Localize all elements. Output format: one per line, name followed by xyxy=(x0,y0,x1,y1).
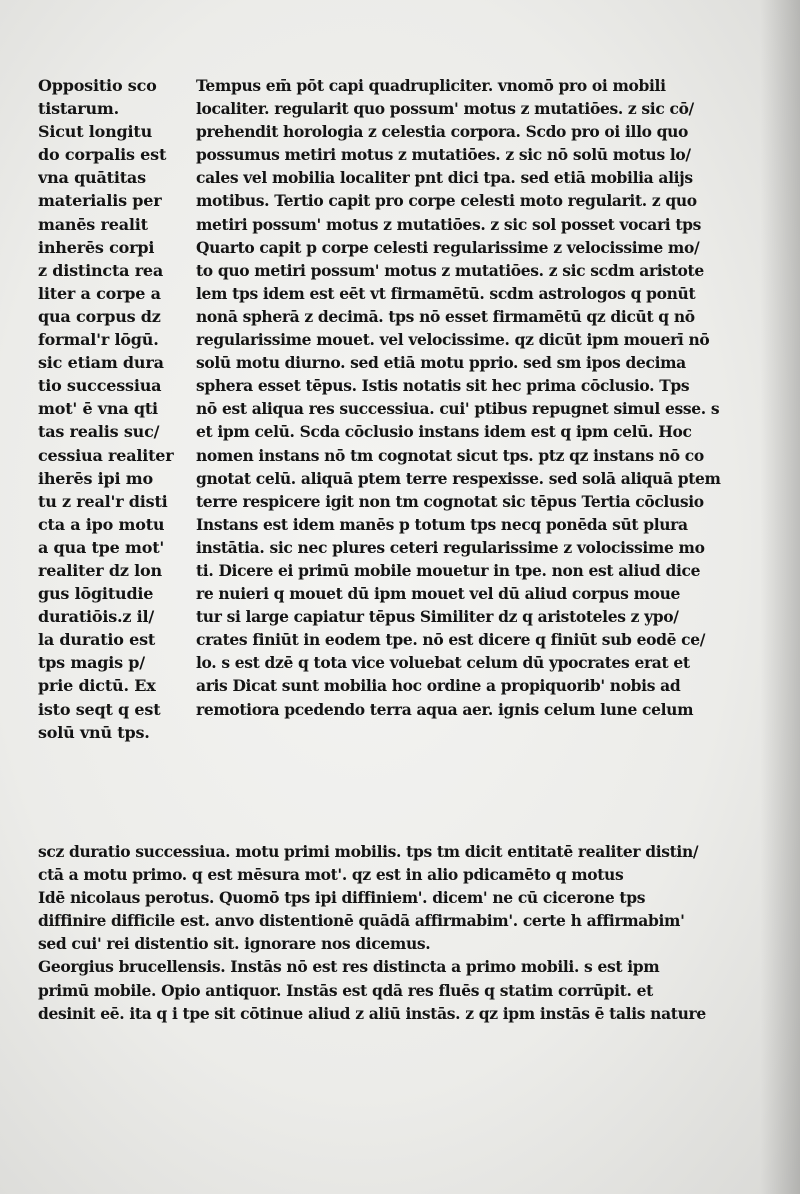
margin-text-line: iherēs ipi mo xyxy=(38,468,153,488)
margin-text-line: do corpalis est xyxy=(38,145,167,165)
margin-text-line: tistarum. xyxy=(38,99,119,119)
margin-text-line: tps magis p/ xyxy=(38,653,145,673)
margin-text-line: z distincta rea xyxy=(38,260,164,280)
main-text-line: ti. Dicere ei primū mobile mouetur in tpe. non est aliud dice xyxy=(196,560,701,580)
main-text-line: tur si large capiatur tēpus Similiter dz q aristoteles z ypo/ xyxy=(196,607,679,627)
full-width-text-line: diffinire difficile est. anvo distentionē quādā affirmabim'. certe h affirmabim' xyxy=(38,911,685,931)
main-text-line: nō est aliqua res successiua. cui' ptibus repugnet simul esse. s xyxy=(196,399,720,419)
margin-text-line: Oppositio sco xyxy=(38,76,157,95)
main-text-column xyxy=(196,74,776,721)
margin-text-line: qua corpus dz xyxy=(38,306,161,326)
margin-text-line: duratiōis.z il/ xyxy=(38,607,155,627)
margin-column xyxy=(38,74,188,744)
margin-text-line: Sicut longitu xyxy=(38,122,153,142)
margin-text-line: realiter dz lon xyxy=(38,560,162,580)
main-text-line: metiri possum' motus z mutatiōes. z sic sol posset vocari tps xyxy=(196,214,702,234)
margin-text-line: vna quātitas xyxy=(38,168,146,188)
margin-text-line: tu z real'r disti xyxy=(38,491,168,511)
full-width-text-line: sed cui' rei distentio sit. ignorare nos dicemus. xyxy=(38,934,431,954)
main-text-line: Quarto capit p corpe celesti regularissime z velocissime mo/ xyxy=(196,237,700,257)
main-text-line: prehendit horologia z celestia corpora. Scdo pro oi illo quo xyxy=(196,122,689,142)
margin-text-line: prie dictū. Ex xyxy=(38,676,156,696)
main-text-line: sphera esset tēpus. Istis notatis sit hec prima cōclusio. Tps xyxy=(196,376,690,396)
main-text-line: to quo metiri possum' motus z mutatiōes. z sic scdm aristote xyxy=(196,260,704,280)
main-text-line: regularissime mouet. vel velocissime. qz dicūt ipm mouerī nō xyxy=(196,330,710,350)
margin-text-line: inherēs corpi xyxy=(38,237,155,257)
margin-text-line: a qua tpe mot' xyxy=(38,537,165,557)
margin-text-line: tio successiua xyxy=(38,376,162,396)
margin-text-line: mot' ē vna qti xyxy=(38,399,158,419)
full-width-text-line: desinit eē. ita q i tpe sit cōtinue aliud z aliū instās. z qz ipm instās ē talis nature xyxy=(38,1003,706,1023)
main-text-line: terre respicere igit non tm cognotat sic tēpus Tertia cōclusio xyxy=(196,491,704,511)
margin-text-line: materialis per xyxy=(38,191,162,211)
main-text-line: re nuieri q mouet dū ipm mouet vel dū aliud corpus moue xyxy=(196,584,681,604)
main-text-line: instātia. sic nec plures ceteri regularissime z volocissime mo xyxy=(196,537,705,557)
main-text-line: possumus metiri motus z mutatiōes. z sic nō solū motus lo/ xyxy=(196,145,691,165)
full-width-text-line: Georgius brucellensis. Instās nō est res distincta a primo mobili. s est ipm xyxy=(38,957,660,977)
full-width-text-line: Idē nicolaus perotus. Quomō tps ipi diffiniem'. dicem' ne cū cicerone tps xyxy=(38,888,646,908)
main-text-line: Tempus em̄ pōt capi quadrupliciter. vnomō pro oi mobili xyxy=(196,76,666,95)
margin-text-line: cessiua realiter xyxy=(38,445,174,465)
margin-text-line: isto seqt q est xyxy=(38,699,161,719)
margin-text-line: cta a ipo motu xyxy=(38,514,165,534)
margin-text-line: sic etiam dura xyxy=(38,353,164,373)
main-text-line: crates finiūt in eodem tpe. nō est dicere q finiūt sub eodē ce/ xyxy=(196,630,706,650)
margin-text-line: manēs realit xyxy=(38,214,148,234)
full-width-text-block xyxy=(38,840,776,1025)
full-width-text-line: primū mobile. Opio antiquor. Instās est qdā res fluēs q statim corrūpit. et xyxy=(38,980,653,1000)
main-text-line: gnotat celū. aliquā ptem terre respexisse. sed solā aliquā ptem xyxy=(196,468,721,488)
main-text-line: aris Dicat sunt mobilia hoc ordine a propiquorib' nobis ad xyxy=(196,676,681,696)
main-text-line: solū motu diurno. sed etiā motu pprio. sed sm ipos decima xyxy=(196,353,686,373)
margin-text-line: tas realis suc/ xyxy=(38,422,160,442)
main-text-line: lo. s est dzē q tota vice voluebat celum dū ypocrates erat et xyxy=(196,653,690,673)
full-width-text-line: ctā a motu primo. q est mēsura mot'. qz est in alio pdicamēto q motus xyxy=(38,865,624,885)
main-text-line: lem tps idem est eēt vt firmamētū. scdm astrologos q ponūt xyxy=(196,283,696,303)
main-text-line: remotiora pcedendo terra aqua aer. ignis celum lune celum xyxy=(196,699,694,719)
main-text-line: localiter. regularit quo possum' motus z mutatiōes. z sic cō/ xyxy=(196,99,694,119)
main-text-line: Instans est idem manēs p totum tps necq ponēda sūt plura xyxy=(196,514,688,534)
main-text-line: nomen instans nō tm cognotat sicut tps. ptz qz instans nō co xyxy=(196,445,704,465)
margin-text-line: liter a corpe a xyxy=(38,283,161,303)
margin-text-line: la duratio est xyxy=(38,630,156,650)
margin-text-line: formal'r lōgū. xyxy=(38,330,159,350)
margin-text-line: gus lōgitudie xyxy=(38,584,154,604)
full-width-text-line: scz duratio successiua. motu primi mobilis. tps tm dicit entitatē realiter distin/ xyxy=(38,842,699,861)
main-text-line: et ipm celū. Scda cōclusio instans idem est q ipm celū. Hoc xyxy=(196,422,692,442)
main-text-line: nonā spherā z decimā. tps nō esset firmamētū qz dicūt q nō xyxy=(196,306,695,326)
main-text-line: motibus. Tertio capit pro corpe celesti moto regularit. z quo xyxy=(196,191,697,211)
main-text-line: cales vel mobilia localiter pnt dici tpa. sed etiā mobilia alijs xyxy=(196,168,693,188)
margin-text-line: solū vnū tps. xyxy=(38,722,150,742)
